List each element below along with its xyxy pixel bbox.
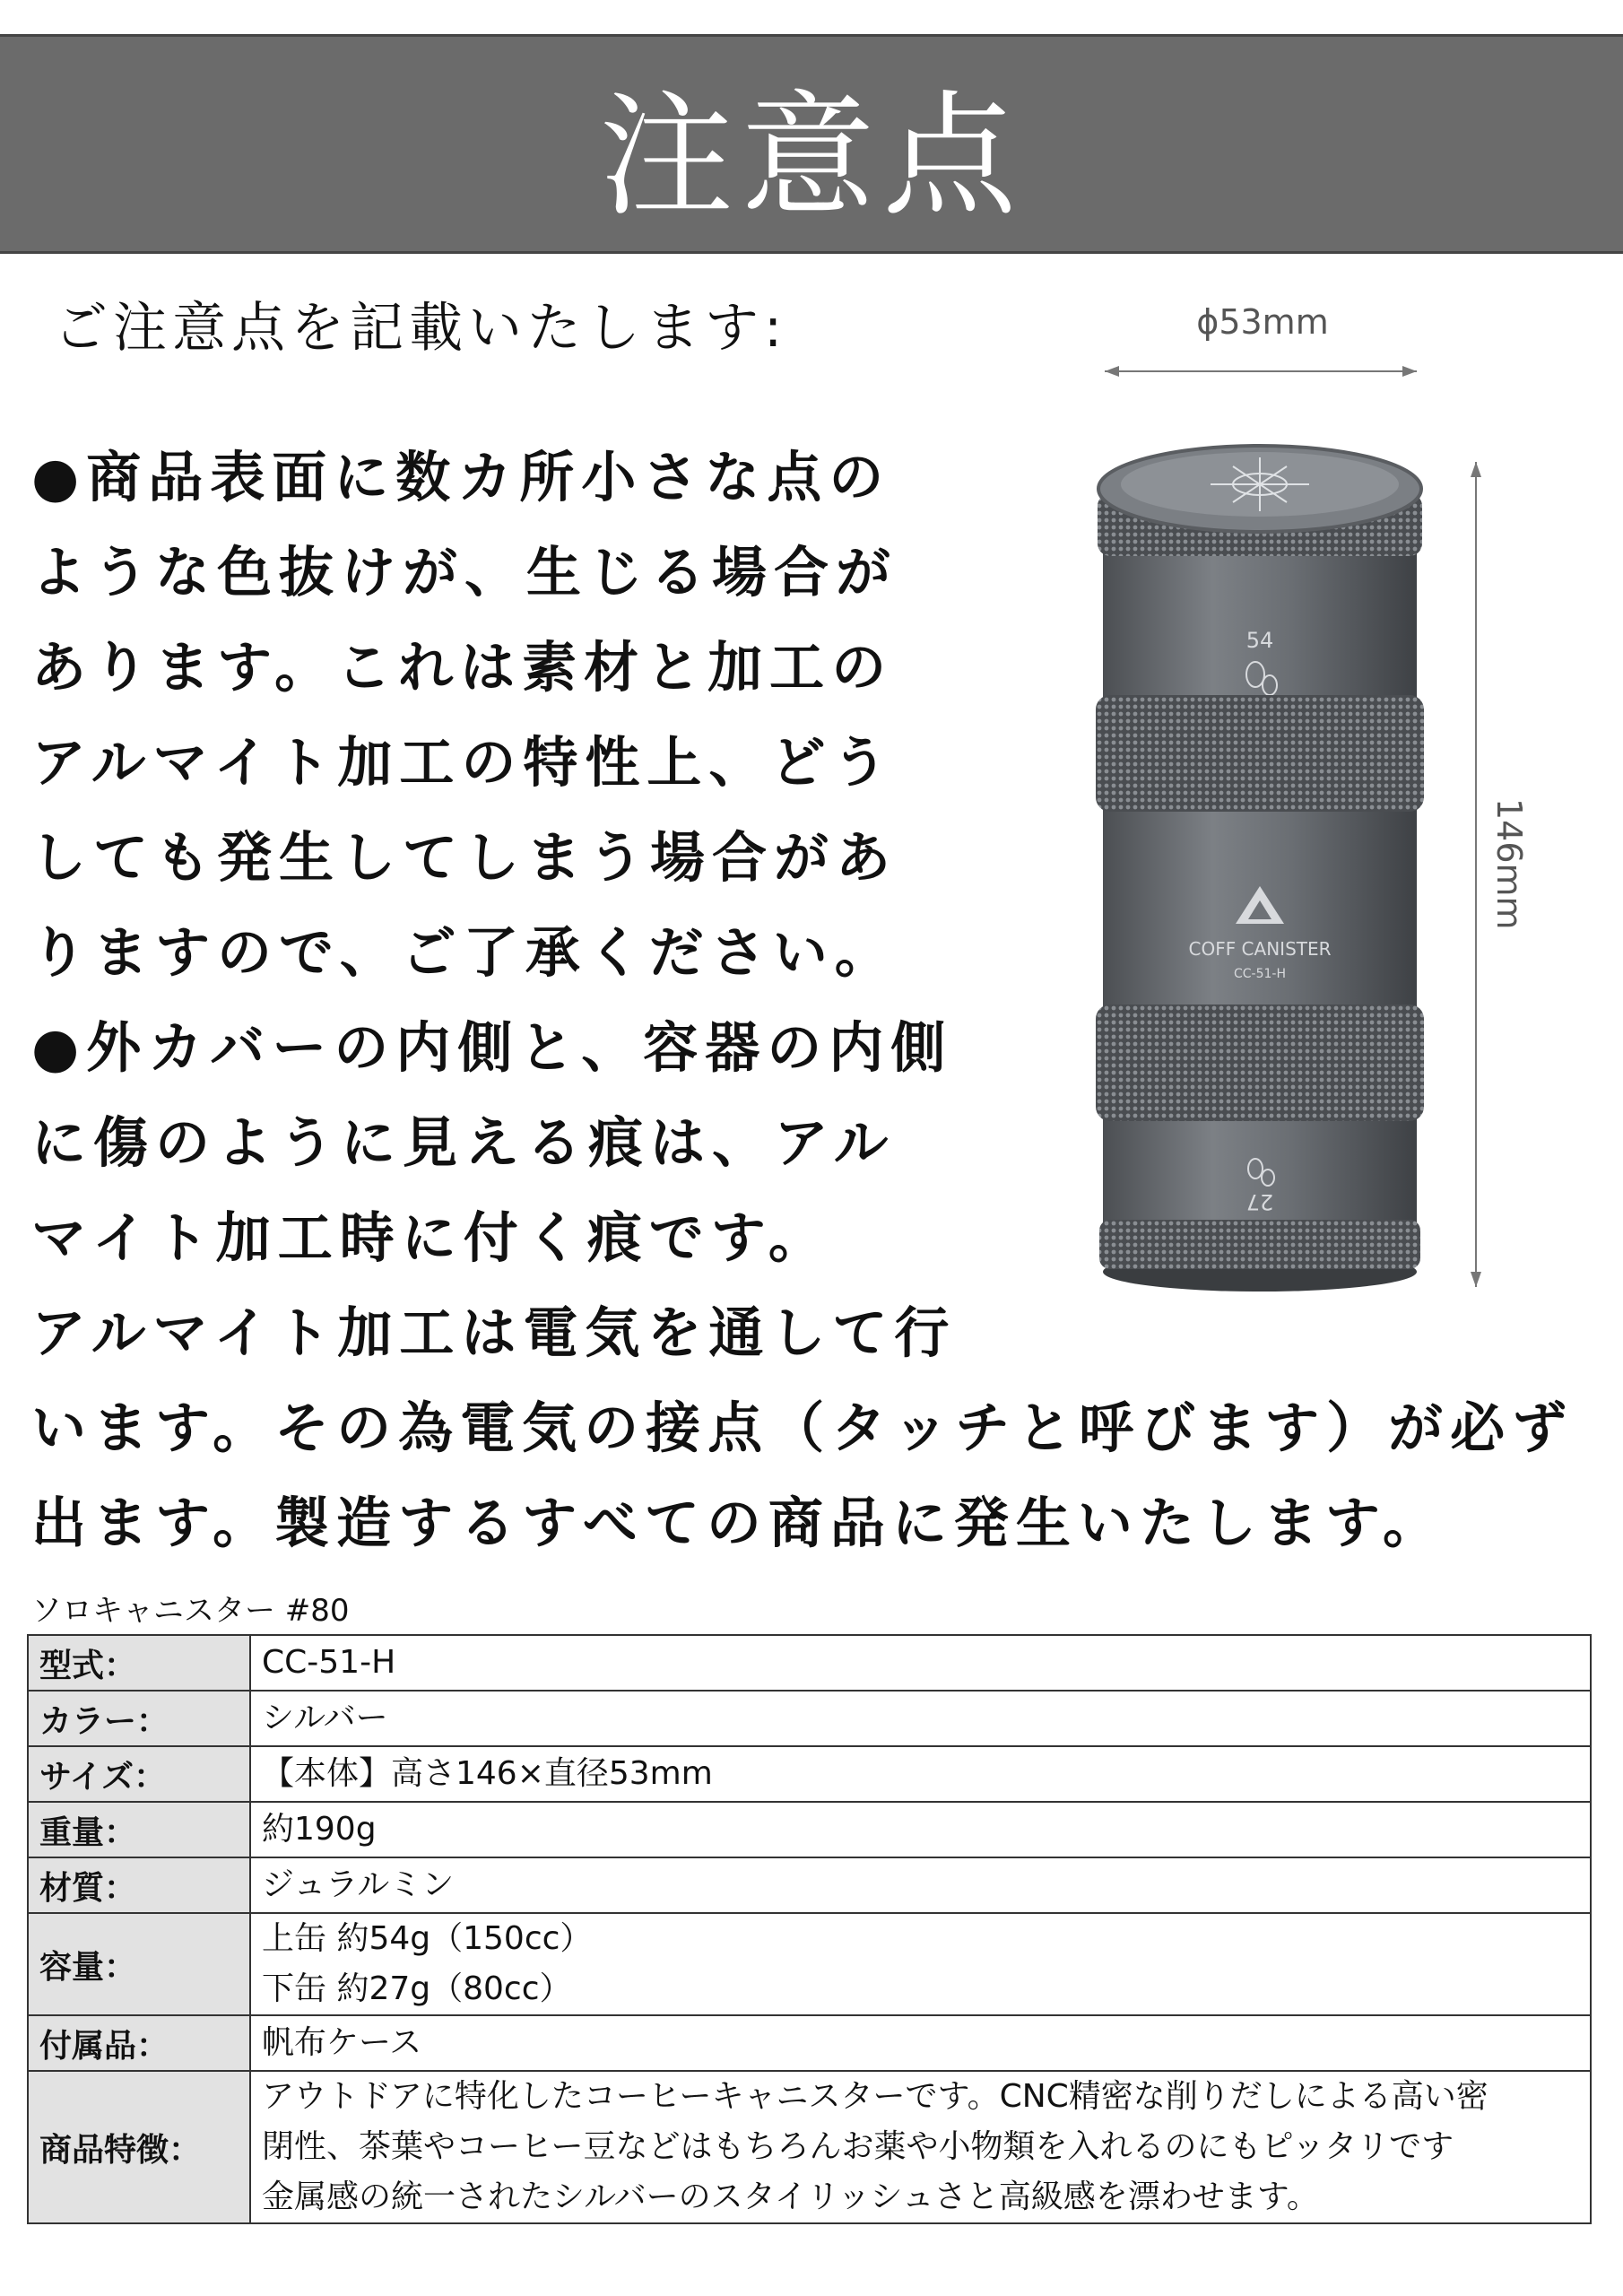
spec-value-line: 【本体】高さ146×直径53mm xyxy=(262,1755,713,1792)
note-line: ような色抜けが、生じる場合が xyxy=(31,541,898,604)
spec-table xyxy=(27,1634,1592,2224)
spec-value-line: CC-51-H xyxy=(262,1644,396,1681)
spec-value xyxy=(250,1746,1591,1802)
note-line: りますので、ご了承ください。 xyxy=(31,921,897,985)
spec-key: 容量： xyxy=(28,1913,250,2015)
height-label: 146mm xyxy=(1489,798,1529,930)
note-line: あります。これは素材と加工の xyxy=(31,636,894,700)
spec-key: カラー： xyxy=(28,1691,250,1746)
canister-product-image xyxy=(1067,287,1569,1327)
spec-value-line: 下缶 約27g（80cc） xyxy=(262,1970,572,2007)
brand-engraving: COFF CANISTER xyxy=(1188,938,1332,960)
bottom-capacity-number: 27 xyxy=(1245,1189,1274,1214)
model-engraving: CC-51-H xyxy=(1234,967,1286,981)
spec-value xyxy=(250,2015,1591,2071)
spec-key: サイズ： xyxy=(28,1746,250,1802)
note-line: 出ます。製造するすべての商品に発生いたします。 xyxy=(31,1492,1445,1555)
spec-value-line: アウトドアに特化したコーヒーキャニスターです。CNC精密な削りだしによる高い密 xyxy=(262,2078,1488,2115)
table-row xyxy=(28,1691,1591,1746)
note-line: アルマイト加工は電気を通して行 xyxy=(31,1301,957,1365)
spec-value xyxy=(250,1691,1591,1746)
note-line: しても発生してしまう場合があ xyxy=(31,826,898,890)
arrow-left-icon xyxy=(1105,366,1119,377)
title-banner xyxy=(0,34,1623,254)
note-line: います。その為電気の接点（タッチと呼びます）が必ず xyxy=(31,1396,1575,1460)
arrow-right-icon xyxy=(1402,366,1417,377)
spec-value xyxy=(250,1635,1591,1691)
spec-key: 重量： xyxy=(28,1802,250,1857)
arrow-up-icon xyxy=(1471,462,1481,477)
intro-text: ご注意点を記載いたします: xyxy=(54,297,788,360)
spec-key: 材質： xyxy=(28,1857,250,1913)
spec-key: 商品特徴： xyxy=(28,2071,250,2223)
top-capacity-number: 54 xyxy=(1245,628,1274,653)
note-line: ●外カバーの内側と、容器の内側 xyxy=(31,1016,953,1080)
note-line: に傷のように見える痕は、アル xyxy=(31,1111,896,1175)
spec-value-line: 金属感の統一されたシルバーのスタイリッシュさと高級感を漂わせます。 xyxy=(262,2179,1319,2215)
page-title: 注意点 xyxy=(598,78,1024,235)
table-row xyxy=(28,1635,1591,1691)
table-row xyxy=(28,1802,1591,1857)
arrow-down-icon xyxy=(1471,1272,1481,1287)
spec-value-line: 帆布ケース xyxy=(262,2024,422,2061)
spec-value-line: 上缶 約54g（150cc） xyxy=(262,1920,593,1957)
table-row xyxy=(28,1857,1591,1913)
table-row xyxy=(28,2071,1591,2223)
spec-value-line: シルバー xyxy=(262,1700,388,1736)
spec-value-line: ジュラルミン xyxy=(262,1866,455,1903)
lower-knurl-ring xyxy=(1096,1004,1424,1121)
bottom-knurl-band xyxy=(1099,1220,1420,1269)
table-row xyxy=(28,1746,1591,1802)
spec-value xyxy=(250,1802,1591,1857)
note-line: マイト加工時に付く痕です。 xyxy=(31,1206,830,1270)
note-line: ●商品表面に数カ所小さな点の xyxy=(31,446,891,509)
upper-knurl-ring xyxy=(1096,695,1424,812)
width-label: ϕ53mm xyxy=(1196,302,1329,342)
spec-key: 型式： xyxy=(28,1635,250,1691)
table-row xyxy=(28,1913,1591,2015)
spec-value xyxy=(250,1857,1591,1913)
canister-body xyxy=(1103,484,1417,1274)
spec-value xyxy=(250,2071,1591,2223)
spec-value xyxy=(250,1913,1591,2015)
spec-value-line: 閉性、茶葉やコーヒー豆などはもちろんお薬や小物類を入れるのにもピッタリです xyxy=(262,2128,1454,2165)
table-row xyxy=(28,2015,1591,2071)
product-name: ソロキャニスター #80 xyxy=(31,1593,350,1629)
note-line: アルマイト加工の特性上、どう xyxy=(31,731,895,795)
spec-value-line: 約190g xyxy=(262,1811,377,1848)
spec-key: 付属品： xyxy=(28,2015,250,2071)
